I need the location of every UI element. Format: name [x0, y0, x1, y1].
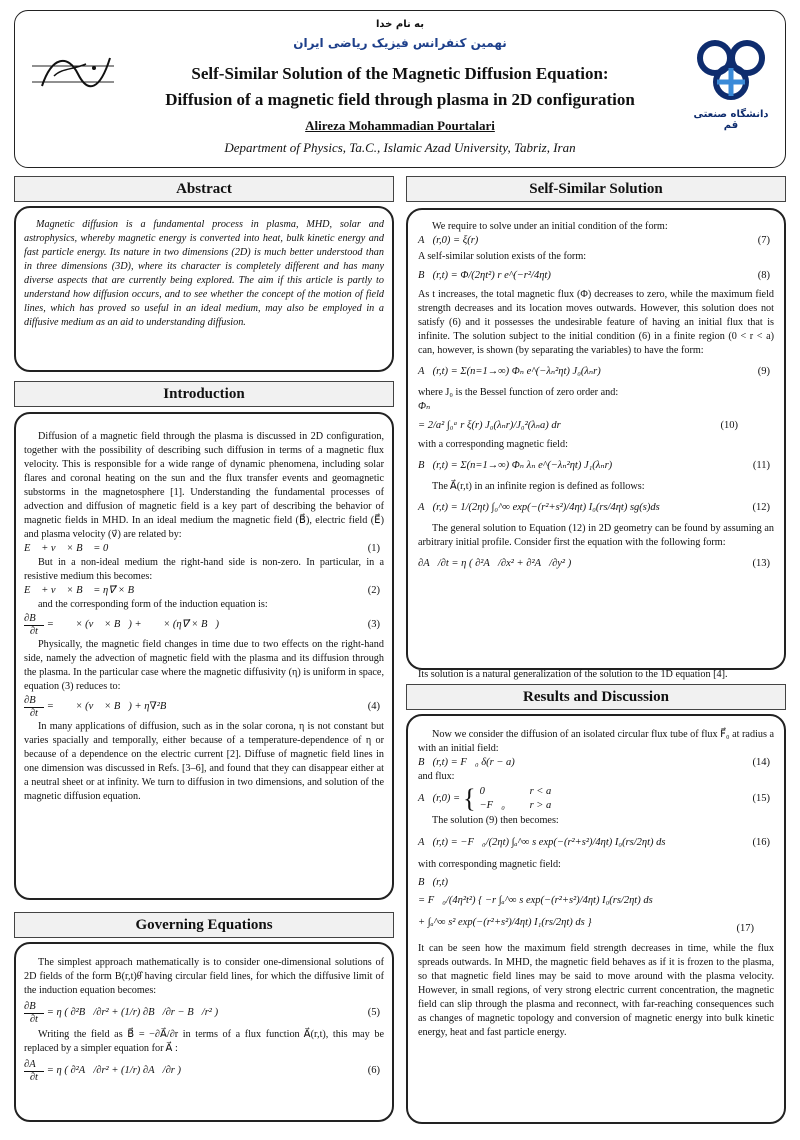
- equation-7: [418, 234, 774, 248]
- equation-17-line1: B⃗(r,t): [418, 877, 449, 888]
- intro-paragraph-4: Physically, the magnetic field changes in time due to two effects on the right-hand side, namely the advection of magnetic field with the plasma and its diffusion through the plasma. In the particular case where the magnetic diffusivity (η) is uniform in space, equation (3) reduces to:: [24, 639, 384, 692]
- equation-11-number: (11): [752, 460, 770, 471]
- equation-14-body: B⃗(r,t) = F⃗₀ δ(r − a): [418, 757, 515, 768]
- equation-5-numerator: ∂B⃗: [24, 1000, 44, 1012]
- intro-paragraph-1: Diffusion of a magnetic field through the plasma is discussed in 2D configuration, together with the possibility of describing such diffusion in terms of a magnetic flux velocity. This is responsible for a wide range of dynamic phenomena, including solar flares and coronal heating on the sun and the flux transfer events and geomagnetic substorms in the magnetosphere [1]. Understanding the fundamental processes of advection and diffusion of magnetic field is a key part of describing the behavior of magnetic fields in MHD. In an ideal medium the magnetic field (B⃗), electric field (E⃗) and plasma velocity (v⃗) are related by:: [24, 431, 384, 540]
- equation-4-number: (4): [367, 701, 380, 712]
- equation-15: [418, 784, 774, 814]
- equation-1-body: E⃗ + v⃗ × B⃗ = 0: [24, 543, 109, 554]
- abstract-text: Magnetic diffusion is a fundamental process in plasma, MHD, solar and astrophysics, whereby magnetic energy is converted into heat, bulk kinetic energy and fast particle energy. Its nature in two dimensions (2D) is much better understood than in three dimensions (3D), where its character is completely different and has many diverse aspects that are currently being explored. The aim if this article is partly to understand how diffusion occurs, and to see whether the concept of the motion of field lines, which has proved so useful in an ideal medium, may also be employed in a diffusive medium as an aid to understanding diffusion.: [24, 219, 384, 328]
- abstract-title: Abstract: [14, 176, 394, 202]
- besmellah: به نام خدا: [375, 19, 425, 30]
- intro-paragraph-2: But in a non-ideal medium the right-hand side is non-zero. In particular, in a resistive medium this becomes:: [24, 557, 384, 582]
- equation-11-body: B⃗(r,t) = Σ(n=1→∞) Φₙ λₙ e^(−λₙ²ηt) J₁(λₙr): [418, 460, 613, 471]
- paper-title-line1: Self-Similar Solution of the Magnetic Diffusion Equation:: [191, 64, 609, 83]
- equation-15-case2: −F⃗₀: [479, 800, 505, 811]
- conference-name: نهمین کنفرانس فیزیک ریاضی ایران: [293, 36, 507, 50]
- ss-paragraph-7: The general solution to Equation (12) in 2D geometry can be found by assuming an arbitrary initial profile. Consider first the equation with the following form:: [418, 523, 774, 548]
- equation-13-body: ∂A⃗/∂t = η ( ∂²A⃗/∂x² + ∂²A⃗/∂y² ): [418, 558, 572, 569]
- introduction-body: [24, 430, 384, 804]
- equation-15-case1-condition: r < a: [529, 786, 552, 797]
- author-name: Alireza Mohammadian Pourtalari: [305, 118, 495, 133]
- ss-paragraph-4: where J₀ is the Bessel function of zero order and:: [418, 387, 619, 398]
- governing-paragraph-2: Writing the field as B⃗ = −∂A⃗/∂r in terms of a flux function A⃗(r,t), this may be replaced by a simpler equation for A⃗ :: [24, 1029, 384, 1054]
- equation-7-number: (7): [757, 235, 770, 246]
- conference-logo: [28, 46, 118, 102]
- equation-10-label: Φₙ: [418, 401, 431, 412]
- results-title: Results and Discussion: [406, 684, 786, 710]
- governing-title: Governing Equations: [14, 912, 394, 938]
- results-paragraph-3: The solution (9) then becomes:: [432, 815, 559, 826]
- equation-10: [418, 414, 774, 438]
- equation-9: [418, 358, 774, 386]
- equation-8: [418, 264, 774, 288]
- equation-8-body: B⃗(r,t) = Φ/(2ηt²) r e^(−r²/4ηt): [418, 270, 551, 281]
- equation-6-numerator: ∂A⃗: [24, 1058, 44, 1070]
- equation-6-number: (6): [367, 1065, 380, 1076]
- governing-paragraph-1: The simplest approach mathematically is to consider one-dimensional solutions of 2D fields of the form B(r,t)θ̂ having circular field lines, for which the diffusive limit of the induction equation becomes:: [24, 957, 384, 996]
- equation-15-number: (15): [752, 793, 770, 804]
- results-paragraph-1: Now we consider the diffusion of an isolated circular flux tube of flux F⃗₀ at radius a with an initial field:: [418, 729, 774, 754]
- equation-13-number: (13): [752, 558, 770, 569]
- equation-6: [24, 1056, 384, 1086]
- equation-3-number: (3): [367, 619, 380, 630]
- university-logo-text: دانشگاه صنعتی قم: [693, 109, 769, 131]
- equation-5-denominator: ∂t: [29, 1013, 38, 1025]
- equation-15-lhs: A⃗(r,0) =: [418, 793, 461, 804]
- equation-1: [24, 542, 384, 556]
- selfsimilar-title: Self-Similar Solution: [406, 176, 786, 202]
- introduction-title: Introduction: [14, 381, 394, 407]
- results-body: [418, 728, 774, 1040]
- equation-12-body: A⃗(r,t) = 1/(2ηt) ∫₀^∞ exp(−(r²+s²)/4ηt) I₀(rs/4ηt) sg(s)ds: [418, 502, 660, 513]
- equation-17-line2: = F⃗₀/(4η²t²) { −r ∫ₐ^∞ s exp(−(r²+s²)/4ηt) I₀(rs/2ηt) ds: [418, 895, 653, 906]
- selfsimilar-body: [418, 220, 774, 578]
- equation-14-number: (14): [752, 757, 770, 768]
- equation-17: [418, 872, 774, 938]
- equation-10-body: = 2/a² ∫₀ᵃ r ξ(r) J₀(λₙr)/J₀²(λₙa) dr: [418, 420, 561, 431]
- equation-6-denominator: ∂t: [29, 1071, 38, 1083]
- equation-3-rhs: = ∇⃗ × (v⃗ × B⃗) + ∇⃗ × (η∇⃗ × B⃗): [46, 619, 220, 630]
- conference-signature-icon: [28, 46, 118, 102]
- equation-11: [418, 452, 774, 480]
- equation-1-number: (1): [367, 543, 380, 554]
- equation-17-line3: + ∫ₐ^∞ s² exp(−(r²+s²)/4ηt) I₁(rs/2ηt) ds }: [418, 917, 592, 928]
- university-emblem-icon: [690, 38, 772, 104]
- ss-paragraph-1: We require to solve under an initial condition of the form:: [432, 221, 668, 232]
- equation-16: [418, 828, 774, 858]
- equation-2-number: (2): [367, 585, 380, 596]
- results-paragraph-4: with corresponding magnetic field:: [418, 859, 561, 870]
- ss-paragraph-8: Its solution is a natural generalization of the solution to the 1D equation [4].: [418, 669, 728, 680]
- equation-6-rhs: = η ( ∂²A⃗/∂r² + (1/r) ∂A⃗/∂r ): [46, 1065, 181, 1076]
- equation-9-body: A⃗(r,t) = Σ(n=1→∞) Φₙ e^(−λₙ²ηt) J₀(λₙr): [418, 366, 601, 377]
- affiliation: Department of Physics, Ta.C., Islamic Azad University, Tabriz, Iran: [224, 140, 576, 155]
- equation-4: [24, 694, 384, 720]
- equation-16-body: A⃗(r,t) = −F⃗₀/(2ηt) ∫ₐ^∞ s exp(−(r²+s²)/4ηt) I₀(rs/2ηt) ds: [418, 837, 666, 848]
- equation-4-rhs: = ∇⃗ × (v⃗ × B⃗) + η∇²B⃗: [46, 701, 175, 712]
- governing-body: [24, 956, 384, 1086]
- equation-12-number: (12): [752, 502, 770, 513]
- equation-14: [418, 756, 774, 770]
- paper-title-line2: Diffusion of a magnetic field through plasma in 2D configuration: [165, 90, 635, 109]
- equation-17-number: (17): [736, 923, 754, 934]
- equation-5-number: (5): [367, 1007, 380, 1018]
- ss-paragraph-2: A self-similar solution exists of the form:: [418, 251, 587, 262]
- equation-3: [24, 612, 384, 638]
- equation-5-rhs: = η ( ∂²B⃗/∂r² + (1/r) ∂B⃗/∂r − B⃗/r² ): [46, 1007, 219, 1018]
- ss-paragraph-6: The A⃗(r,t) in an infinite region is defined as follows:: [432, 481, 645, 492]
- equation-13: [418, 550, 774, 578]
- equation-2-body: E⃗ + v⃗ × B⃗ = η∇⃗ × B⃗: [24, 585, 143, 596]
- equation-10-number: (10): [720, 420, 738, 431]
- results-paragraph-5: It can be seen how the maximum field strength decreases in time, while the flux spreads outwards. In MHD, the magnetic field behaves as if it is frozen to the plasma, so that magnetic field lines may be said to move around with the plasma velocity. However, in small regions, of very strong electric current concentration, the magnetic field can slip through the plasma and reconnect, with far-reaching consequences such as changes of magnetic topology and conversion of magnetic energy into bulk kinetic energy, heat and fast particle energy.: [418, 943, 774, 1038]
- equation-12: [418, 494, 774, 522]
- intro-paragraph-5: In many applications of diffusion, such as in the solar corona, η is not constant but varies spacially and temporally, either because of a temperature-dependence of η or because of a dependence on the electric current [2]. Diffuse of magnetic field lines in one dimension was discussed in Refs. [3–6], and found that they can disappear either at a neutral sheet or at infinity. We turn to diffusion in two dimensions, and solution of the magnetic diffusion equation.: [24, 721, 384, 802]
- equation-15-case1: 0: [479, 786, 485, 797]
- equation-8-number: (8): [757, 270, 770, 281]
- university-logo: [690, 38, 772, 131]
- ss-paragraph-5: with a corresponding magnetic field:: [418, 439, 568, 450]
- equation-2: [24, 584, 384, 598]
- equation-5: [24, 998, 384, 1028]
- intro-paragraph-3: and the corresponding form of the induction equation is:: [38, 599, 268, 610]
- equation-16-number: (16): [752, 837, 770, 848]
- results-paragraph-2: and flux:: [418, 771, 455, 782]
- equation-9-number: (9): [757, 366, 770, 377]
- equation-3-denominator: ∂t: [29, 625, 38, 637]
- equation-4-denominator: ∂t: [29, 707, 38, 719]
- equation-4-numerator: ∂B⃗: [24, 694, 44, 706]
- equation-7-body: A⃗(r,0) = ξ(r): [418, 235, 479, 246]
- brace-icon: {: [463, 784, 476, 813]
- equation-15-case2-condition: r > a: [529, 800, 552, 811]
- ss-paragraph-3: As t increases, the total magnetic flux (Φ) decreases to zero, while the maximum field strength decreases and its location moves outwards. However, this solution does not satisfy (6) and it possesses the undesirable feature of having an initial flux that is infinite. The solution subject to the initial condition (6) in a finite region (0 < r < a) can, however, is shown (by separating the variables) to have the form:: [418, 289, 774, 356]
- equation-3-numerator: ∂B⃗: [24, 612, 44, 624]
